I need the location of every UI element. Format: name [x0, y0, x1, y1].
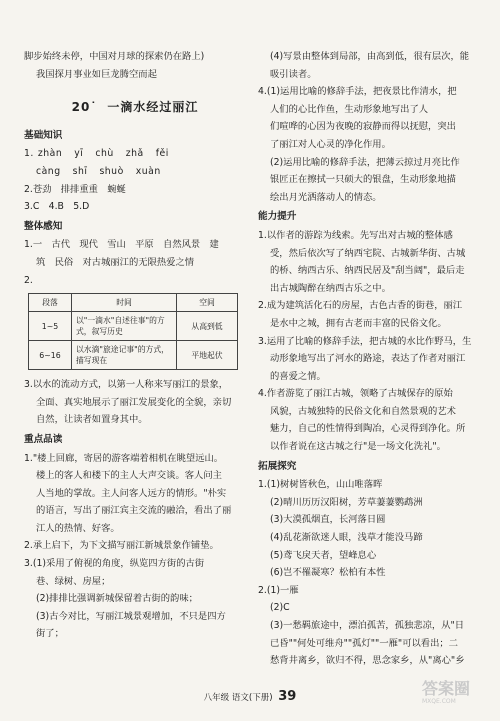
- answer-line: 楼上的客人和楼下的主人大声交谈。客人问主: [36, 470, 222, 482]
- table-cell: 从高到低: [177, 312, 238, 341]
- section-heading-basic: 基础知识: [24, 129, 63, 141]
- answer-line: 的桥、纳西古乐、纳西民居及"刮当阔"，最后走: [270, 265, 465, 277]
- answer-line: (4)写景由整体到局部，由高到低，很有层次，能: [270, 51, 470, 62]
- answer-line: 动形象地写出了河水的路途，表达了作者对丽江: [270, 353, 466, 365]
- table-row: [29, 312, 238, 341]
- table-header-row: [29, 294, 238, 312]
- answer-line: (6)岂不罹凝寒？松柏有本性: [270, 567, 386, 579]
- answer-line: 已昏""何处可维舟""孤灯""一雁"可以看出；二: [270, 637, 458, 649]
- answer-line: 绘出月光洒落动人的情态。: [270, 191, 382, 203]
- answer-line: 3.(1)采用了俯视的角度，纵览四方街的古街: [24, 558, 205, 570]
- left-column: [24, 48, 246, 643]
- footer-grade: 八年级: [203, 693, 230, 703]
- watermark-text: 答案圈: [422, 679, 471, 698]
- answer-line: 4.(1)运用比喻的修辞手法，把夜景比作清水，把: [258, 86, 457, 98]
- answer-line: 3.以水的流动方式，以第一人称来写丽江的景象，: [24, 379, 229, 391]
- answer-line: (5)鸢飞戾天者，望峰息心: [270, 549, 377, 561]
- answer-line: (3)大漠孤烟直，长河落日圆: [270, 514, 386, 526]
- answer-line: 以作者说在这古城之行"是一场文化洗礼"。: [270, 441, 446, 453]
- answer-line: 的喜爱之情。: [270, 370, 326, 382]
- answer-line: 1.一 古代 现代 雪山 平原 自然风景 建: [24, 239, 219, 251]
- answer-line: 1.以作者的游踪为线索。先写出对古城的整体感: [258, 229, 453, 241]
- answer-line: 江人的热情、好客。: [36, 522, 120, 534]
- pinyin: zhàn: [37, 148, 63, 160]
- answer-line: 吸引读者。: [270, 68, 317, 80]
- summary-table: [28, 293, 238, 370]
- answer-line: 人当地的掌故。主人问客人远方的情形。"朴实: [36, 487, 227, 499]
- answer-line: 全面、真实地展示了丽江发展变化的全貌，亲切: [36, 396, 232, 408]
- pinyin: yī: [74, 148, 84, 160]
- answer-line: 魅力，自己的性情得到陶冶，心灵得到净化。所: [270, 423, 466, 435]
- answer-line: (2)C: [270, 602, 290, 614]
- section-heading-ability: 能力提升: [258, 211, 297, 223]
- table-cell: 1~5: [29, 312, 72, 341]
- answer-line: 1."楼上回廊，寄居的游客端着相机在眺望远山。: [24, 452, 224, 464]
- right-column: [258, 48, 480, 670]
- answer-line: 是水中之城，拥有古老而丰富的民俗文化。: [270, 317, 447, 329]
- answer-line: 人们的心比作鱼，生动形象地写出了人: [270, 103, 429, 115]
- answer-line: 巷、绿树、房屋；: [36, 575, 111, 587]
- page-number: 39: [278, 689, 297, 704]
- section-heading-overall: 整体感知: [24, 220, 63, 232]
- pinyin: chù: [95, 148, 114, 160]
- lesson-title: [24, 99, 246, 117]
- pinyin: càng: [36, 165, 61, 177]
- answer-line: 筑 民俗 对古城丽江的无限热爱之情: [36, 256, 195, 268]
- table-header: 段落: [29, 294, 72, 312]
- intro-line: 我国探月事业如巨龙腾空而起: [36, 68, 157, 80]
- pinyin: zhǎ: [125, 148, 144, 160]
- watermark-url: MXQE.COM: [422, 698, 456, 705]
- answer-line: (3)一愁羁旅途中，漂泊孤苦，孤独悲凉，从"日: [270, 620, 465, 631]
- pinyin: xuàn: [135, 165, 161, 177]
- table-cell: 6~16: [29, 341, 72, 370]
- answer-line: 银匠正在擦拭一只硕大的银盘，生动形象地描: [270, 174, 456, 186]
- table-cell: 以水滴"旅途记事"的方式，描写现在: [72, 341, 177, 370]
- lesson-title-text: 一滴水经过丽江: [107, 100, 199, 115]
- answer-line: 4.作者游览了丽江古城，领略了古城保存的原始: [258, 388, 453, 400]
- question-number: 1.: [24, 148, 34, 160]
- answer-line: 3.运用了比喻的修辞手法，把古城的水比作野马，生: [258, 335, 472, 347]
- lesson-number: 20˙: [71, 100, 98, 115]
- answer-line: (4)乱花渐欲迷人眼，浅草才能没马蹄: [270, 532, 423, 544]
- footer-subject: 语文(下册): [231, 693, 273, 703]
- pinyin: shī: [72, 165, 88, 177]
- answer-line: 3.C 4.B 5.D: [24, 201, 90, 213]
- pinyin-row: [24, 163, 246, 181]
- table-header: 时间: [72, 294, 177, 312]
- table-row: [29, 341, 238, 370]
- answer-line: 的语言，写出了丽江宾主交流的融洽，看出了丽: [36, 505, 232, 517]
- answer-line: (2)排排比强调新城保留着古街的韵味；: [36, 593, 198, 605]
- table-header: 空间: [177, 294, 238, 312]
- answer-line: 2.承上启下，为下文描写丽江新城景象作铺垫。: [24, 540, 219, 552]
- answer-line: 2.: [24, 274, 33, 286]
- section-heading-key: 重点品读: [24, 433, 63, 445]
- pinyin: shuò: [99, 165, 124, 177]
- answer-line: 街了；: [36, 628, 64, 640]
- answer-line: (3)古今对比，写丽江城景观增加，不只是四方: [36, 610, 226, 622]
- answer-line: 2.(1)一雁: [258, 584, 299, 596]
- answer-line: 了丽江对人心灵的净化作用。: [270, 138, 391, 150]
- pinyin-row: [24, 145, 246, 163]
- answer-line: 愁背井离乡，欲归不得，思念家乡，从"离心"乡: [270, 655, 465, 667]
- watermark-logo: [422, 680, 494, 716]
- answer-line: 风貌，古城独特的民俗文化和自然景观的艺术: [270, 405, 456, 417]
- pinyin: fěi: [155, 148, 169, 160]
- table-cell: 平地起伏: [177, 341, 238, 370]
- answer-line: 出古城陶醉在纳西古乐之中。: [270, 282, 391, 294]
- section-heading-expand: 拓展探究: [258, 460, 297, 472]
- intro-line: 脚步始终未停，中国对月球的探索仍在路上): [24, 51, 205, 62]
- answer-line: 受，然后依次写了纳西宅院、古城新华街、古城: [270, 247, 466, 259]
- answer-line: 们喧哗的心因为夜晚的寂静而得以抚慰，突出: [270, 121, 456, 133]
- answer-line: 2.苍劲 排排重重 蜿蜒: [24, 183, 126, 195]
- answer-line: 自然，让读者如置身其中。: [36, 414, 148, 426]
- table-cell: 以"一滴水"自述往事"的方式，叙写历史: [72, 312, 177, 341]
- answer-line: (2)运用比喻的修辞手法，把薄云掠过月亮比作: [270, 156, 460, 168]
- answer-line: 1.(1)树树皆秋色，山山唯落晖: [258, 479, 383, 491]
- answer-line: (2)晴川历历汉阳树，芳草萋萋鹦鹉洲: [270, 496, 423, 508]
- answer-line: 2.成为建筑活化石的房屋，古色古香的街巷，丽江: [258, 300, 463, 312]
